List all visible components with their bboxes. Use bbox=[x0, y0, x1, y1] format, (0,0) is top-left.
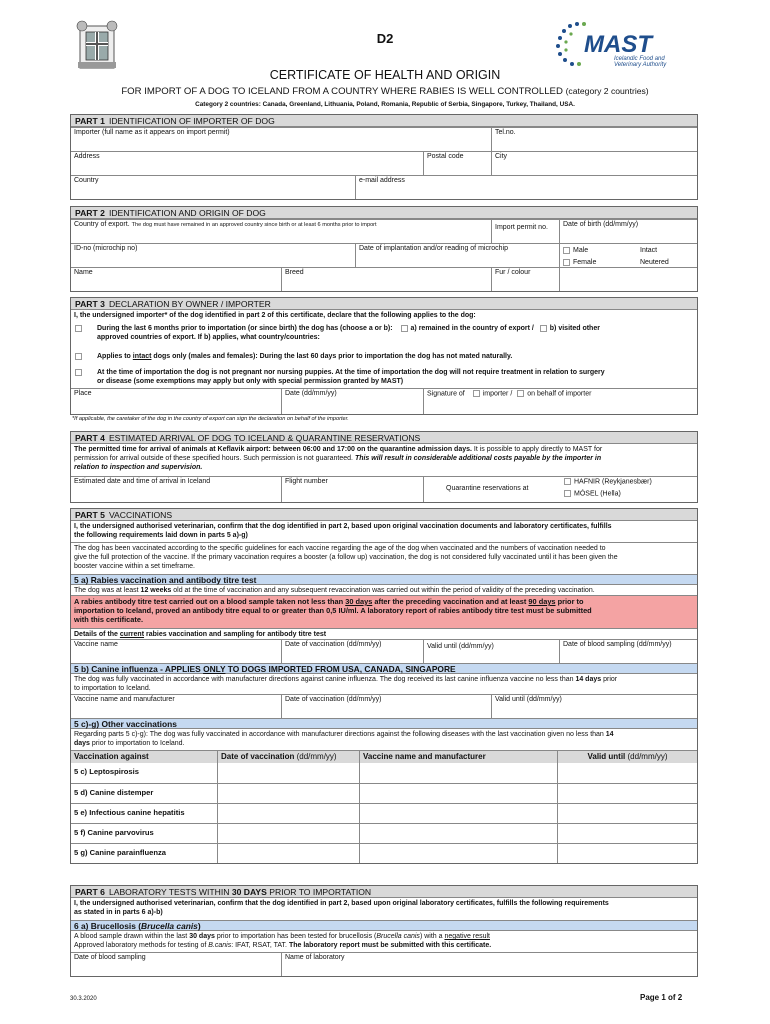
name-field[interactable] bbox=[71, 268, 281, 291]
part5-para bbox=[71, 543, 697, 574]
male-checkbox[interactable] bbox=[563, 247, 570, 254]
part5c-text bbox=[71, 729, 697, 750]
blood-date-label: Date of blood sampling (dd/mm/yy) bbox=[563, 641, 672, 648]
city-label: City bbox=[495, 153, 508, 160]
rabies-date-field[interactable] bbox=[281, 640, 423, 663]
disease-row bbox=[71, 783, 697, 803]
subtitle-category: (category 2 countries) bbox=[565, 86, 649, 96]
certificate-title: CERTIFICATE OF HEALTH AND ORIGIN bbox=[269, 68, 501, 82]
permit-field[interactable] bbox=[491, 220, 559, 243]
influenza-date-field[interactable] bbox=[281, 695, 491, 718]
implant-date-field[interactable] bbox=[355, 244, 559, 267]
permit-label: Import permit no. bbox=[495, 224, 548, 231]
logo-sub-1: Icelandic Food and bbox=[614, 56, 665, 62]
c-h4b: (dd/mm/yy) bbox=[627, 752, 668, 761]
b-title1: 5 b) Canine influenza - APPLIES bbox=[74, 664, 201, 674]
part6-title2: 30 DAYS bbox=[231, 887, 267, 897]
p6-t1: A blood sample drawn within the last bbox=[74, 933, 188, 940]
p6-a1: 6 a) Brucellosis ( bbox=[74, 921, 142, 931]
footer-date: 30.3.2020 bbox=[70, 996, 97, 1002]
dob-field[interactable] bbox=[559, 220, 697, 243]
p6-t3: prior to importation has been tested for brucellosis ( bbox=[216, 933, 377, 940]
disease-vaccine-field[interactable] bbox=[359, 844, 557, 863]
arrival-label: Estimated date and time of arrival in Iceland bbox=[74, 478, 211, 485]
part6-intro1: I, the undersigned authorised veterinarian, confirm that the dog identified in part 2, based upon original laboratory certificates, fulfills the following requirements bbox=[74, 900, 609, 907]
a-d3: rabies vaccination and sampling for antibody titre test bbox=[145, 631, 327, 638]
part1-section bbox=[70, 114, 698, 200]
b-t2: 14 days bbox=[575, 676, 602, 683]
a-r3: after the preceding vaccination and at least bbox=[374, 597, 527, 606]
p6-t4: Brucella canis bbox=[376, 933, 420, 940]
quarantine-label: Quarantine reservations at bbox=[446, 485, 529, 492]
form-code: D2 bbox=[376, 31, 394, 46]
p6-t6: negative result bbox=[444, 933, 490, 940]
part2-num: PART 2 bbox=[75, 208, 105, 218]
p6-t5: ) with a bbox=[419, 933, 443, 940]
flight-field[interactable] bbox=[281, 477, 423, 502]
item1-text: During the last 6 months prior to importation (or since birth) the dog has (choose a or b): bbox=[97, 325, 393, 332]
address-label: Address bbox=[74, 153, 100, 160]
female-label: Female bbox=[573, 259, 597, 266]
rabies-vaccine-field[interactable] bbox=[71, 640, 281, 663]
disease-vacc-date-field[interactable] bbox=[217, 763, 359, 783]
disease-name: 5 f) Canine parvovirus bbox=[74, 828, 154, 837]
part3-header bbox=[71, 298, 697, 310]
export-country-label: Country of export. bbox=[74, 221, 130, 228]
importer-checkbox[interactable] bbox=[473, 390, 480, 397]
b-title3: TO DOGS IMPORTED FROM USA, CANADA, SINGAPORE bbox=[227, 664, 456, 674]
part4-text3: permission for arrival outside of these specified hours. Such permission is not guaranteed. bbox=[74, 455, 353, 462]
item3b-text: or disease (some exemptions may apply but only with special permission granted by MAST) bbox=[97, 378, 404, 385]
disease-vaccine-field[interactable] bbox=[359, 763, 557, 783]
a-r1: A rabies antibody titre test carried out on a blood sample taken not less than bbox=[74, 597, 344, 606]
export-country-field[interactable] bbox=[71, 220, 491, 243]
importer-label: Importer (full name as it appears on import permit) bbox=[74, 129, 230, 136]
disease-valid-field[interactable] bbox=[557, 804, 697, 823]
disease-valid-field[interactable] bbox=[557, 824, 697, 843]
address-field[interactable] bbox=[71, 152, 423, 175]
dob-label: Date of birth (dd/mm/yy) bbox=[563, 221, 639, 228]
part1-row-country bbox=[71, 175, 697, 199]
part6a-text bbox=[71, 931, 697, 952]
part5b-title bbox=[71, 663, 697, 674]
mast-logo bbox=[552, 18, 692, 68]
b-t3: prior bbox=[603, 676, 618, 683]
rabies-valid-field[interactable] bbox=[423, 640, 559, 663]
part5a-text bbox=[71, 585, 697, 596]
microchip-field[interactable] bbox=[71, 244, 355, 267]
col-valid-until bbox=[557, 751, 697, 763]
col-vacc-date bbox=[217, 751, 359, 763]
part3-row-sign bbox=[71, 388, 697, 414]
place-field[interactable] bbox=[71, 389, 281, 414]
disease-valid-field[interactable] bbox=[557, 784, 697, 803]
disease-name: 5 e) Infectious canine hepatitis bbox=[74, 808, 185, 817]
disease-rows bbox=[71, 763, 697, 863]
part2-header bbox=[71, 207, 697, 219]
export-note: The dog must have remained in an approved country since birth or at least 6 months prior to import bbox=[131, 222, 377, 228]
item1b-text: a) remained in the country of export / bbox=[410, 325, 534, 332]
part3-intro: I, the undersigned importer* of the dog identified in part 2 of this certificate, declare that the following applies to the dog: bbox=[74, 312, 476, 319]
lab-label: Name of laboratory bbox=[285, 954, 345, 961]
b-valid-label: Valid until (dd/mm/yy) bbox=[495, 696, 562, 703]
male-label: Male bbox=[573, 247, 589, 254]
fur-field[interactable] bbox=[491, 268, 559, 291]
part4-section bbox=[70, 431, 698, 503]
a-d2: current bbox=[119, 631, 145, 638]
a-d1: Details of the bbox=[74, 631, 118, 638]
part4-text2: It is possible to apply directly to MAST for bbox=[473, 446, 603, 453]
rabies-titre-alert bbox=[71, 596, 697, 628]
item2c-text: dogs only (males and females): During the last 60 days prior to importation the dog has not mated naturally. bbox=[153, 353, 513, 360]
item2-checkbox[interactable] bbox=[75, 353, 82, 360]
name-label: Name bbox=[74, 269, 93, 276]
vaccine-name-label: Vaccine name bbox=[74, 641, 118, 648]
p6-t7: Approved laboratory methods for testing of bbox=[74, 942, 207, 949]
a-r6: importation to Iceland, proved an antibody titre equal to or greater than 0,5 IU/ml. A laboratory report of rabies antibody titre test must be submitted bbox=[74, 606, 592, 615]
quarantine-field bbox=[423, 477, 697, 502]
c-h2b: (dd/mm/yy) bbox=[296, 752, 337, 761]
behalf-checkbox[interactable] bbox=[517, 390, 524, 397]
a-t2: 12 weeks bbox=[140, 587, 172, 594]
part1-row-address bbox=[71, 151, 697, 175]
flight-label: Flight number bbox=[285, 478, 328, 485]
b-t1: The dog was fully vaccinated in accordance with manufacturer directions against canine influenza. The dog received its last canine influenza vaccine no less than bbox=[74, 676, 574, 683]
part6-intro bbox=[71, 898, 697, 920]
part2-section bbox=[70, 206, 698, 292]
signature-label: Signature of bbox=[427, 390, 465, 398]
part4-text5: relation to inspection and supervision. bbox=[74, 464, 203, 471]
c-t3: days bbox=[74, 740, 90, 747]
breed-label: Breed bbox=[285, 269, 304, 276]
part5a-title: 5 a) Rabies vaccination and antibody titre test bbox=[71, 574, 697, 585]
subtitle-text: FOR IMPORT OF A DOG TO ICELAND FROM A COUNTRY WHERE RABIES IS WELL CONTROLLED bbox=[121, 86, 563, 97]
a-r4: 90 days bbox=[528, 597, 556, 606]
part5-num: PART 5 bbox=[75, 510, 105, 520]
part6-intro2: as stated in in parts 6 a)-b) bbox=[74, 909, 163, 916]
part5-title: VACCINATIONS bbox=[108, 510, 173, 520]
part3-item1 bbox=[71, 323, 697, 349]
part5-section bbox=[70, 508, 698, 864]
part4-text bbox=[71, 444, 697, 476]
date-field[interactable] bbox=[281, 389, 423, 414]
behalf-option: on behalf of importer bbox=[527, 390, 592, 398]
p6-a2: Brucella canis bbox=[141, 921, 198, 931]
b-vname-label: Vaccine name and manufacturer bbox=[74, 696, 175, 703]
part1-row-importer bbox=[71, 127, 697, 151]
vaccination-table-header bbox=[71, 750, 697, 763]
p6-blood-label: Date of blood sampling bbox=[74, 954, 146, 961]
part5-intro bbox=[71, 521, 697, 543]
country-label: Country bbox=[74, 177, 99, 184]
category-countries: Category 2 countries: Canada, Greenland, Lithuania, Poland, Romania, Republic of Serbia, Singapore, Turkey, Thailand, USA. bbox=[195, 101, 575, 108]
part1-num: PART 1 bbox=[75, 116, 105, 126]
item1-checkbox[interactable] bbox=[75, 325, 82, 332]
b-date-label: Date of vaccination (dd/mm/yy) bbox=[285, 696, 382, 703]
fur-label: Fur / colour bbox=[495, 269, 531, 276]
item2a-text: Applies to bbox=[97, 353, 131, 360]
item2b-text: intact bbox=[132, 353, 152, 360]
valid-label: Valid until (dd/mm/yy) bbox=[427, 643, 494, 650]
part1-header bbox=[71, 115, 697, 127]
postal-field[interactable] bbox=[423, 152, 491, 175]
part3-footnote: *If applicable, the caretaker of the dog in the country of export can sign the declaration on behalf of the importer. bbox=[72, 416, 349, 422]
part3-section bbox=[70, 297, 698, 415]
col-vaccine-name: Vaccine name and manufacturer bbox=[359, 751, 557, 763]
neutered-label: Neutered bbox=[640, 259, 669, 266]
part5a-details bbox=[71, 628, 697, 639]
part5a-row bbox=[71, 639, 697, 663]
disease-valid-field[interactable] bbox=[557, 763, 697, 783]
part5-intro2: the following requirements laid down in parts 5 a)-g) bbox=[74, 532, 248, 539]
b-title2: ONLY bbox=[203, 664, 226, 674]
item1d-text: approved countries of export. If b) applies, what country/countries: bbox=[97, 334, 320, 341]
logo-text: MAST bbox=[584, 31, 652, 58]
disease-valid-field[interactable] bbox=[557, 844, 697, 863]
disease-name: 5 g) Canine parainfluenza bbox=[74, 848, 166, 857]
part6-title1: LABORATORY TESTS WITHIN bbox=[108, 887, 230, 897]
part6a-title bbox=[71, 920, 697, 931]
part4-header bbox=[71, 432, 697, 444]
part3-title: DECLARATION BY OWNER / IMPORTER bbox=[108, 299, 271, 309]
postal-label: Postal code bbox=[427, 153, 464, 160]
disease-name: 5 c) Leptospirosis bbox=[74, 767, 139, 776]
mosel-label: MÓSEL (Hella) bbox=[574, 490, 621, 498]
intact-label: Intact bbox=[640, 247, 658, 254]
part5-intro1: I, the undersigned authorised veterinarian, confirm that the dog identified in part 2, based upon original vaccination documents and laboratory certificates, fulfills bbox=[74, 523, 612, 530]
email-field[interactable] bbox=[355, 176, 697, 199]
part2-title: IDENTIFICATION AND ORIGIN OF DOG bbox=[108, 208, 266, 218]
part5-p3: booster vaccine within a set timeframe. bbox=[74, 563, 195, 570]
place-label: Place bbox=[74, 390, 92, 397]
part5b-text bbox=[71, 674, 697, 694]
part4-title: ESTIMATED ARRIVAL OF DOG TO ICELAND & QUARANTINE RESERVATIONS bbox=[108, 433, 421, 443]
part5-header bbox=[71, 509, 697, 521]
a-t3: old at the time of vaccination and any subsequent revaccination was carried out within the period of validity of the preceding vaccination. bbox=[173, 587, 595, 594]
signature-field[interactable] bbox=[423, 389, 697, 414]
part1-title: IDENTIFICATION OF IMPORTER OF DOG bbox=[108, 116, 275, 126]
date-label: Date (dd/mm/yy) bbox=[285, 390, 337, 397]
c-t4: prior to importation to Iceland. bbox=[91, 740, 185, 747]
influenza-valid-field[interactable] bbox=[491, 695, 697, 718]
c-h4a: Valid until bbox=[587, 752, 626, 761]
page-number: Page 1 of 2 bbox=[640, 993, 683, 1002]
importer-option: importer / bbox=[482, 390, 513, 398]
importer-field[interactable] bbox=[71, 128, 491, 151]
logo-sub-2: Veterinary Authority bbox=[614, 62, 667, 68]
hafnir-checkbox[interactable] bbox=[564, 478, 571, 485]
part5b-row bbox=[71, 694, 697, 718]
part5-p2: give the full protection of the vaccine. If the primary vaccination requires a booster (a follow up) vaccination, the dog is not considered fully vaccinated until it has been given the bbox=[74, 554, 618, 561]
item1c-text: b) visited other bbox=[549, 325, 600, 332]
p6-t9: : IFAT, RSAT, TAT. bbox=[231, 942, 287, 949]
a-t1: The dog was at least bbox=[74, 587, 139, 594]
part6-title3: PRIOR TO IMPORTATION bbox=[269, 887, 372, 897]
p6-t10: The laboratory report must be submitted with this certificate. bbox=[288, 942, 492, 949]
b-t4: to importation to Iceland. bbox=[74, 685, 151, 692]
part2-row-export bbox=[71, 219, 697, 243]
part6-row bbox=[71, 952, 697, 976]
part4-num: PART 4 bbox=[75, 433, 105, 443]
disease-row bbox=[71, 843, 697, 863]
part2-row-name bbox=[71, 259, 697, 291]
microchip-label: ID-no (microchip no) bbox=[74, 245, 138, 252]
a-r5: prior to bbox=[557, 597, 584, 606]
country-field[interactable] bbox=[71, 176, 355, 199]
disease-row bbox=[71, 803, 697, 823]
disease-vaccine-field[interactable] bbox=[359, 804, 557, 823]
part6-header bbox=[71, 886, 697, 898]
disease-vacc-date-field[interactable] bbox=[217, 804, 359, 823]
disease-vacc-date-field[interactable] bbox=[217, 824, 359, 843]
mosel-checkbox[interactable] bbox=[564, 490, 571, 497]
item3-checkbox[interactable] bbox=[75, 369, 82, 376]
p6-t8: B.canis bbox=[208, 942, 232, 949]
disease-vacc-date-field[interactable] bbox=[217, 784, 359, 803]
arrival-field[interactable] bbox=[71, 477, 281, 502]
c-h2a: Date of vaccination bbox=[221, 752, 295, 761]
breed-field[interactable] bbox=[281, 268, 491, 291]
disease-row bbox=[71, 823, 697, 843]
part5-p1: The dog has been vaccinated according to the specific guidelines for each vaccine regarding the age of the dog when vaccinated and the numbers of vaccination needed to bbox=[74, 545, 606, 552]
p6-t2: 30 days bbox=[189, 933, 215, 940]
col-vaccination-against: Vaccination against bbox=[74, 752, 149, 761]
part4-text1: The permitted time for arrival of animals at Keflavik airport: between 06:00 and 17:00 on the quarantine admission days. bbox=[74, 446, 472, 453]
a-r7: with this certificate. bbox=[74, 615, 143, 624]
p6-blood-field[interactable] bbox=[71, 953, 281, 976]
item3a-text: At the time of importation the dog is not pregnant nor nursing puppies. At the time of importation the dog will not require treatment in relation to surgery bbox=[97, 369, 605, 376]
part4-text4: This will result in considerable additional costs payable by the importer in bbox=[354, 455, 602, 462]
tel-label: Tel.no. bbox=[495, 129, 516, 136]
email-label: e-mail address bbox=[359, 177, 405, 184]
item1a-checkbox[interactable] bbox=[401, 325, 408, 332]
c-t1: Regarding parts 5 c)-g): The dog was fully vaccinated in accordance with manufacturer directions against the following diseases with the last vaccination given no less than bbox=[74, 731, 604, 738]
disease-name: 5 d) Canine distemper bbox=[74, 788, 154, 797]
implant-label: Date of implantation and/or reading of microchip bbox=[359, 245, 509, 252]
neuter-options bbox=[559, 259, 697, 291]
disease-vaccine-field[interactable] bbox=[359, 784, 557, 803]
part3-num: PART 3 bbox=[75, 299, 105, 309]
part6-num: PART 6 bbox=[75, 887, 105, 897]
part5c-title: 5 c)-g) Other vaccinations bbox=[71, 718, 697, 729]
a-r2: 30 days bbox=[345, 597, 373, 606]
part6-section bbox=[70, 885, 698, 977]
disease-row bbox=[71, 763, 697, 783]
certificate-subtitle bbox=[0, 86, 770, 97]
c-t2: 14 bbox=[605, 731, 614, 738]
part3-item3 bbox=[71, 365, 697, 388]
vacc-date-label: Date of vaccination (dd/mm/yy) bbox=[285, 641, 382, 648]
part3-item2 bbox=[71, 349, 697, 365]
city-field[interactable] bbox=[491, 152, 697, 175]
part4-row-arrival bbox=[71, 476, 697, 502]
p6-a3: ) bbox=[197, 921, 201, 931]
item1b-checkbox[interactable] bbox=[540, 325, 547, 332]
influenza-vaccine-field[interactable] bbox=[71, 695, 281, 718]
hafnir-label: HAFNIR (Reykjanesbær) bbox=[574, 478, 652, 486]
tel-field[interactable] bbox=[491, 128, 697, 151]
female-checkbox[interactable] bbox=[563, 259, 570, 266]
disease-vaccine-field[interactable] bbox=[359, 824, 557, 843]
lab-name-field[interactable] bbox=[281, 953, 697, 976]
disease-vacc-date-field[interactable] bbox=[217, 844, 359, 863]
blood-date-field[interactable] bbox=[559, 640, 697, 663]
